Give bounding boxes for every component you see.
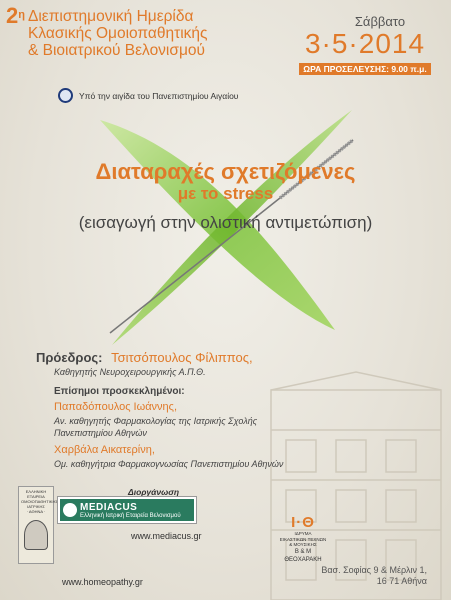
mediacus-emblem-icon [63, 503, 77, 517]
theocharakis-foundation-logo: Ι·Θ ΙΔΡΥΜΑ ΕΙΚΑΣΤΙΚΩΝ ΤΕΧΝΩΝ & ΜΟΥΣΙΚΗΣ Β & Μ ΘΕΟΧΑΡΑΚΗ [268, 514, 338, 564]
aegis-text: Υπό την αιγίδα του Πανεπιστημίου Αιγαίου [79, 90, 239, 101]
mediacus-subtitle: Ελληνική Ιατρική Εταιρεία Βελονισμού [80, 512, 181, 519]
homeopathy-society-logo: ΕΛΛΗΝΙΚΗ ΕΤΑΙΡΕΙΑ ΟΜΟΙΟΠΑΘΗΤΙΚΗΣ ΙΑΤΡΙΚΗΣ · ΑΘΗΝΑ · [18, 486, 54, 564]
title-line-2: Κλασικής Ομοιοπαθητικής [28, 25, 208, 42]
event-date-value: 3·5·2014 [304, 28, 426, 59]
event-date [295, 14, 435, 77]
venue-address: Βασ. Σοφίας 9 & Μέρλιν 1, 16 71 Αθήνα [321, 565, 427, 586]
guest-role-1-line-1: Αν. καθηγητής Φαρμακολογίας της Ιατρικής Σχολής [54, 416, 258, 426]
topic-line-2: με το stress [177, 184, 274, 203]
mediacus-url: www.mediacus.gr [131, 531, 202, 541]
title-line-3: & Βιοιατρικού Βελονισμού [28, 42, 205, 59]
arrival-time-badge: ΩΡΑ ΠΡΟΣΕΛΕΥΣΗΣ: 9.00 π.μ. [299, 63, 430, 75]
topic-line-1: Διαταραχές σχετιζόμενες [95, 159, 356, 184]
foundation-emblem-icon: Ι·Θ [291, 514, 315, 531]
title-line-1: Διεπιστημονική Ημερίδα [28, 8, 194, 25]
chair-name: Τσιτσόπουλος Φίλιππος, [111, 350, 253, 365]
chair-row [36, 350, 253, 365]
conference-title [6, 3, 288, 59]
guest-role-2-line-1: Ομ. καθηγήτρια Φαρμακογνωσίας Πανεπιστημίου Αθηνών [54, 459, 284, 469]
university-seal-icon [58, 88, 73, 103]
guest-name-2: Χαρβάλα Αικατερίνη, [54, 444, 155, 456]
organizers-label: Διοργάνωση [128, 487, 180, 497]
event-day: Σάββατο [354, 14, 406, 29]
aegis-row [58, 88, 238, 103]
edition-number: $2^\eta$ [6, 3, 25, 28]
mediacus-name: MEDIACUS [80, 501, 138, 513]
guest-name-1: Παπαδόπουλος Ιωάννης, [54, 401, 178, 413]
guests-label: Επίσημοι προσκεκλημένοι: [54, 386, 185, 397]
chair-role: Καθηγητής Νευροχειρουργικής Α.Π.Θ. [54, 367, 206, 377]
homeopathy-url: www.homeopathy.gr [62, 577, 143, 587]
mediacus-logo [58, 497, 196, 523]
guest-role-1-line-2: Πανεπιστημίου Αθηνών [54, 428, 147, 438]
bust-figure-icon [24, 520, 48, 550]
topic-line-3: (εισαγωγή στην ολιστική αντιμετώπιση) [78, 213, 373, 232]
chair-label: Πρόεδρος: [36, 350, 103, 365]
